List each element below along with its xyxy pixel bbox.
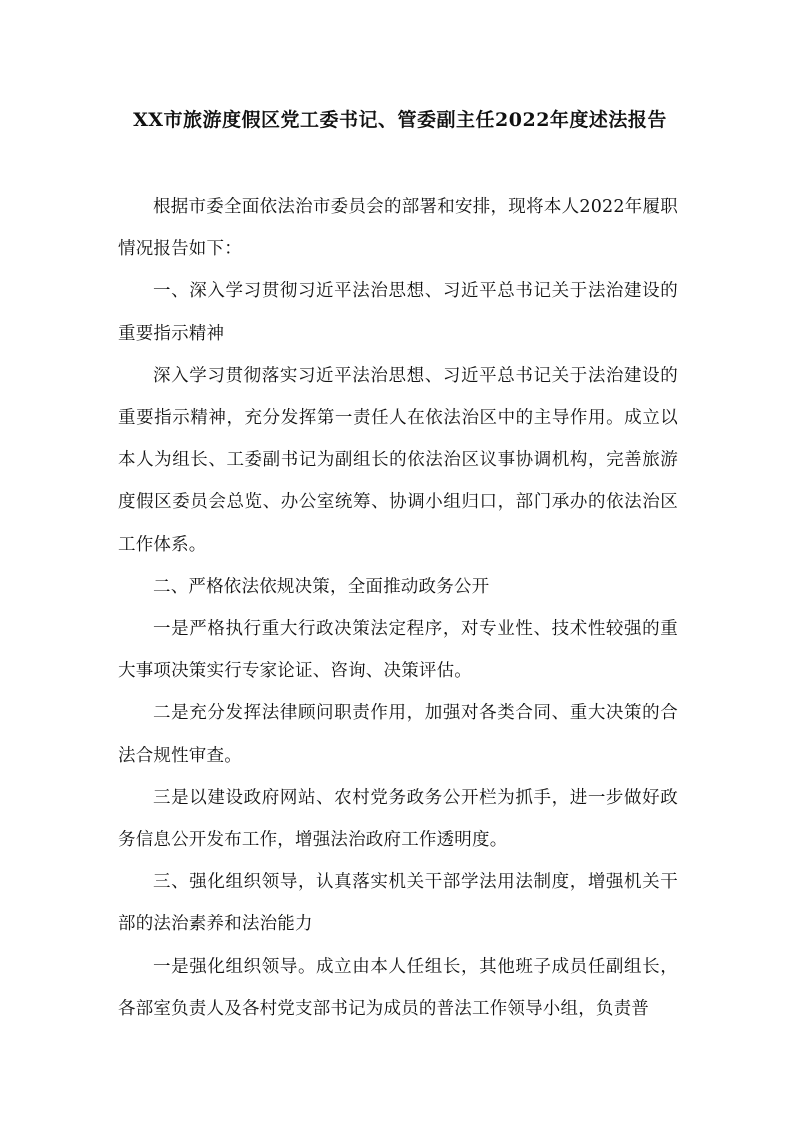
paragraph-section-1: 深入学习贯彻落实习近平法治思想、习近平总书记关于法治建设的重要指示精神，充分发挥第一责任人在依法治区中的主导作用。成立以本人为组长、工委副书记为副组长的依法治区议事协调机构，完善旅游度假区委员会总览、办公室统筹、协调小组归口，部门承办的依法治区工作体系。 <box>118 365 678 555</box>
section-heading-3: 三、强化组织领导，认真落实机关干部学法用法制度，增强机关干部的法治素养和法治能力 <box>118 872 678 935</box>
paragraph-item-3: 三是以建设政府网站、农村党务政务公开栏为抓手，进一步做好政务信息公开发布工作，增强法治政府工作透明度。 <box>118 787 678 851</box>
paragraph-item-1: 一是严格执行重大行政决策法定程序，对专业性、技术性较强的重大事项决策实行专家论证、咨询、决策评估。 <box>118 619 678 682</box>
paragraph-item-2: 二是充分发挥法律顾问职责作用，加强对各类合同、重大决策的合法合规性审查。 <box>118 703 678 766</box>
paragraph-item-4: 一是强化组织领导。成立由本人任组长，其他班子成员任副组长，各部室负责人及各村党支部书记为成员的普法工作领导小组，负责普 <box>118 956 678 1019</box>
section-heading-2: 二、严格依法依规决策，全面推动政务公开 <box>153 576 490 597</box>
section-heading-1: 一、深入学习贯彻习近平法治思想、习近平总书记关于法治建设的重要指示精神 <box>118 281 678 344</box>
document-title: XX市旅游度假区党工委书记、管委副主任2022年度述法报告 <box>133 109 667 131</box>
document-body <box>118 186 678 1030</box>
paragraph-intro: 根据市委全面依法治市委员会的部署和安排，现将本人2022年履职情况报告如下： <box>118 197 678 260</box>
